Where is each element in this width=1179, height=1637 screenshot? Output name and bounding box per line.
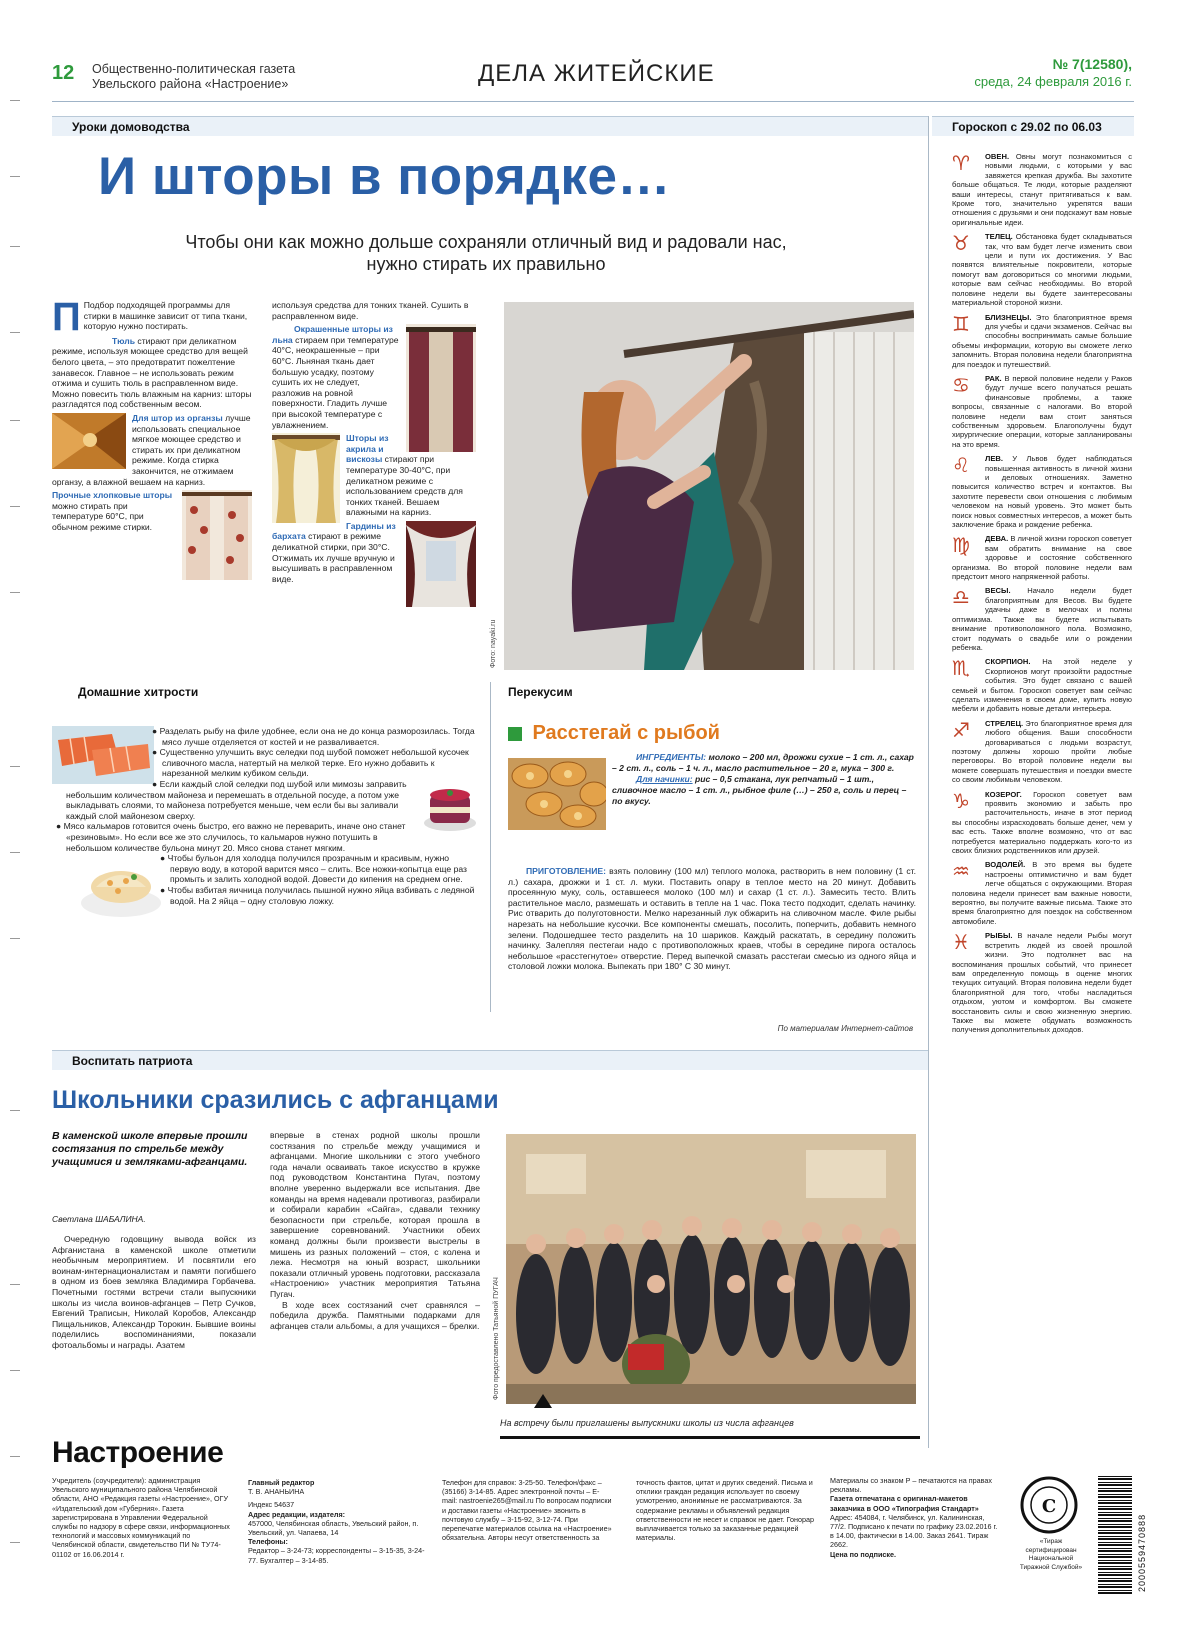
horoscope-entry: [952, 454, 1132, 529]
rubric-snack: Перекусим: [496, 682, 916, 702]
photo-group-afghan-veterans: [506, 1134, 916, 1404]
zodiac-name: РАК.: [985, 373, 1002, 383]
column-divider: [928, 116, 929, 1448]
curtains-subtitle-2: нужно стирать их правильно: [366, 254, 606, 274]
curtains-title: И шторы в порядке…: [98, 147, 671, 206]
zodiac-text: В личной жизни гороскоп советует вам обратить внимание на свое здоровье и состояние собственного организма. Во второй половине недели вам предстоит много напряженной работы.: [952, 534, 1132, 582]
horoscope-entry: [952, 860, 1132, 926]
photo-cotton-curtains: [182, 490, 252, 580]
tips-divider: [490, 682, 491, 1012]
svg-text:С: С: [1041, 1496, 1057, 1517]
horoscope-entry: [952, 534, 1132, 581]
tip-item: ● Если каждый слой селедки под шубой или мимозы заправить небольшим количеством майонеза и перемешать в отдельной посуде, а потом уже выкладывать слоями, то майонеза потребуется меньше, чем если бы вы заливали каждый слой майонезом сверху.: [66, 778, 407, 821]
capricorn-icon: ♑: [952, 788, 970, 813]
zodiac-name: КОЗЕРОГ.: [985, 789, 1022, 799]
patriot-column-1: Очередную годовщину вывода войск из Афганистана в каменской школе отметили необычным мероприятием. И посвятили его воинам-интернационалистам и памяти погибшего в одном из боев земляка Владимира Горбачева. Почетными гостями встречи стали выпускники школы из числа воинов-афганцев – Петр Сучков, Евгений Траписын, Николай Коробов, Александр Пищальников, Александр Торокин. Бывшие воины поделились воспоминаниями, показали фотоальбомы и награды. Азатем: [52, 1234, 256, 1350]
zodiac-name: СТРЕЛЕЦ.: [985, 718, 1024, 728]
paper-name-line1: Общественно-политическая газета: [92, 62, 296, 76]
keyword-acrylic: Шторы из акрила и вискозы: [346, 433, 389, 465]
zodiac-name: ТЕЛЕЦ.: [985, 232, 1013, 242]
aries-icon: ♈: [952, 151, 970, 175]
horoscope-entry: [952, 374, 1132, 449]
patriot-column-2: впервые в стенах родной школы прошли состязания по стрельбе между учащимися и афганцами. Многие школьники с этого учебного года начали осваивать такое искусство в кружке под руководством Константина Пугач, поэтому вполне уверенно выдержали все испытания. Две команды на время надевали противогаз, разбирали и собирали карабин «Сайга», сдавали технику безопасности при стрельбе, которая прошла в завершение соревнований. Участники обеих команд должны были произвести выстрелы в мишень из разных положений – стоя, с колена и лежа. Несмотря на юный возраст, школьники показали отличный уровень подготовки, рассказала «Настроению» участник мероприятия Татьяна Пугач. В ходе всех состязаний счет сравнялся – победила дружба. Памятными подарками для афганцев стали альбомы, а для учащихся – брелки.: [270, 1130, 480, 1331]
tip-item: ● Чтобы взбитая яичница получилась пышной нужно яйца взбивать с ледяной водой. На 2 яйца – одну столовую ложку.: [160, 884, 475, 906]
text-velvet: стирают в режиме деликатной стирки, при 30°С. Отжимать их лучше вручную и высушивать в расправленном виде.: [272, 531, 395, 584]
zodiac-name: БЛИЗНЕЦЫ.: [985, 312, 1032, 322]
footer-logo: Настроение: [52, 1436, 224, 1469]
text-acrylic: стирают при температуре 30-40°С, при деликатном режиме с использованием средств для тонких тканей. Вешаем влажными на карниз.: [346, 454, 463, 518]
text-organza: лучше использовать специальное мягкое моющее средство и стирать их при деликатном режиме. Когда стирка закончится, не отжимаем органзу, а влажной вешаем на карниз.: [52, 412, 251, 487]
gemini-icon: ♊: [952, 311, 970, 336]
text-tulle: стирают при деликатном режиме, используя моющее средство для вещей белого цвета, – это предотвратит пожелтение занавесок. Главное – не использовать режим отжима и сушить тюль в расправленном виде. Можно повесить тюль влажным на карниз: шторы разгладятся под собственным весом.: [52, 335, 252, 410]
tip-item: ● Чтобы бульон для холодца получился прозрачным и красивым, нужно первую воду, в которой варится мясо – слить. Все ножки-копытца еще раз промыть и залить холодной водой. Довести до кипения на среднем огне.: [160, 853, 467, 885]
zodiac-text: На этой неделе у Скорпионов могут произойти радостные события. Это будет связано с вашей семьей и бытом. Гороскоп советует вам сейчас сделать изменения в своем доме, купить новую мебели и добавить новые детали интерьера.: [952, 657, 1132, 714]
patriot-lead: В каменской школе впервые прошли состязания по стрельбе между учащимися и земляками-афганцами.: [52, 1130, 248, 1168]
caption-rule: [500, 1436, 920, 1439]
green-square-icon: [508, 727, 522, 741]
horoscope-entry: [952, 152, 1132, 227]
zodiac-text: Это благоприятное время для любого общения. Ваши способности договариваться с людьми возрастут, поэтому должны хорошо пройти любые переговоры. Во второй половине недели вы можете совершать путешествия и поездки вместе со своим любимым человеком.: [952, 718, 1132, 785]
patriot-author: Светлана ШАБАЛИНА.: [52, 1214, 146, 1224]
patriot-title: Школьники сразились с афганцами: [52, 1086, 499, 1114]
zodiac-text: У Львов будет наблюдаться повышенная активность в личной жизни и деловых отношениях. Заметно повысится количество встреч и контактов. Вы захотите перевести свои отношения с любимым человеком на новый уровень. Это может быть поиск новых совместных интересов, а может быть заключение брака и рождение ребенка.: [952, 454, 1132, 530]
photo-aspic: [80, 853, 162, 921]
leo-icon: ♌: [952, 453, 970, 478]
photo-velvet-curtains: [406, 521, 476, 607]
tip-item: ● Разделать рыбу на филе удобнее, если она не до конца разморозилась. Тогда мясо лучше отделяется от костей и не разваливается.: [152, 726, 475, 747]
barcode: [1098, 1474, 1132, 1594]
horoscope-entry: [952, 931, 1132, 1034]
seal-caption: «Тираж сертифицирован Национальной Тиражной Службой»: [1019, 1538, 1083, 1571]
photo-credit-curtains: Фото: nayaki.ru: [490, 619, 497, 668]
triangle-icon: [534, 1394, 552, 1408]
keyword-tulle: Тюль: [112, 335, 136, 346]
zodiac-name: ЛЕВ.: [985, 454, 1003, 464]
snack-ingredients: [508, 752, 916, 830]
preparation-label: ПРИГОТОВЛЕНИЕ:: [526, 866, 606, 876]
issue-date: среда, 24 февраля 2016 г.: [974, 74, 1132, 89]
curtains-column-2: [272, 300, 476, 609]
snack-title: Расстегай с рыбой: [532, 722, 720, 744]
zodiac-name: ВОДОЛЕЙ.: [985, 860, 1026, 870]
curtains-column-1: [52, 295, 252, 582]
horoscope-entry: [952, 313, 1132, 369]
tip-item: ● Мясо кальмаров готовится очень быстро, его важно не переварить, иначе оно станет «резиновым». Но если все же это случилось, то кальмаров нужно потушить в небольшом количестве бульона минут 20. Мясо снова станет мягким.: [56, 821, 406, 853]
photo-credit-patriot: Фото предоставлено Татьяной ПУГАЧ: [493, 1277, 500, 1400]
tips-body: [52, 726, 478, 923]
circulation-seal-icon: [1020, 1476, 1078, 1534]
tip-item: ● Существенно улучшить вкус селедки под шубой поможет небольшой кусочек сливочного масла, натертый на мелкой терке. Его нужно добавить к нарезанной мелким кубиком сельди.: [152, 747, 469, 779]
margin-marks: [0, 0, 20, 1637]
filling-text: рис – 0,5 стакана, лук репчатый – 1 шт., сливочное масло – 1 ст. л., рыбное филе (…) – 250 г, соль и перец – по вкусу.: [612, 774, 907, 806]
text-delicate-cont: используя средства для тонких тканей. Сушить в расправленном виде.: [272, 300, 469, 321]
text-cotton: можно стирать при температуре 60°С, при обычном режиме стирки.: [52, 500, 153, 532]
photo-herring-salad: [422, 779, 478, 835]
taurus-icon: ♉: [952, 231, 970, 256]
photo-linen-curtains: [406, 324, 476, 452]
rubric-horoscope: Гороскоп с 29.02 по 06.03: [932, 116, 1134, 136]
photo-acrylic-curtains: [272, 433, 340, 523]
zodiac-text: Обстановка будет складываться так, что вам будет легче изменить свои цели и пути их достижения. У Вас появятся влиятельные покровители, которые помогут вам договориться со многими людьми, которые вам сейчас необходимы. Во второй половине недели вы будете заинтересованы материальной стороной жизни.: [952, 232, 1132, 308]
virgo-icon: ♍: [952, 533, 970, 558]
photo-woman-hanging-curtain: [504, 302, 914, 670]
text-linen: стираем при температуре 40°С, неокрашенные – при 60°С. Льняная ткань дает большую усадку, поэтому сушить их не следует, разложив на ровной поверхности. Гладить лучше при высокой температуре с увлажнением.: [272, 334, 399, 430]
curtains-subtitle-1: Чтобы они как можно дольше сохраняли отличный вид и радовали нас,: [185, 232, 787, 252]
keyword-velvet: Гардины из бархата: [272, 520, 396, 542]
horoscope-entry: [952, 586, 1132, 652]
zodiac-text: Овны могут познакомиться с новыми людьми, с которыми у вас завяжется крепкая дружба. Вы захотите больше общаться. Те люди, которые разделяют ваши интересы, станут притягиваться к вам. Кроме того, значительно укрепятся ваши отношения с друзьями и они подскажут вам новые оригинальные идеи.: [952, 152, 1132, 227]
zodiac-name: СКОРПИОН.: [985, 657, 1031, 667]
horoscope-entry: [952, 232, 1132, 307]
zodiac-text: Начало недели будет благоприятным для Весов. Вы будете удачны даже в мелочах и полны оптимизма. Также вы будете испытывать внимание противоположного пола. Возможно, стоит подумать о свадьбе или о рождении ребенка.: [952, 586, 1132, 652]
footer-founders: Учредитель (соучредители): администрация Увельского муниципального района Челябинской области, АНО «Редакция газеты «Настроение», ОГУ «Издательский дом «Губерния». Газета зарегистрирована в Управлении Федеральной службы по надзору в сфере связи, информационных технологий и массовых коммуникаций по Челябинской области, свидетельство ПИ № ТУ74-01102 от 16.06.2014 г.: [52, 1476, 230, 1559]
snack-preparation: [508, 866, 916, 972]
ingredients-label: ИНГРЕДИЕНТЫ:: [636, 752, 707, 762]
footer-contacts: Телефон для справок: 3-25-50. Телефон/факс – (35166) 3-14-85. Адрес электронной почты – E-mail: nastroenie265@mail.ru По вопросам подписки и доставки газеты «Настроение» звонить в почтовую службу – 3-15-92, 3-12-74. При перепечатке материалов ссылка на «Настроение» обязательна. Авторы несут ответственность за: [442, 1478, 612, 1543]
zodiac-text: В первой половине недели у Раков будут лучше всего получаться решать финансовые проблемы, а также вопросы, связанные с налогами. Во второй половине недели вам стоит заняться собственным здоровьем. Благополучны будут хирургические операции, которые запланированы на это время.: [952, 373, 1132, 449]
zodiac-name: ВЕСЫ.: [985, 586, 1011, 596]
rubric-tips: Домашние хитрости: [52, 682, 488, 702]
keyword-linen: Окрашенные шторы из льна: [272, 324, 393, 345]
horoscope-entry: [952, 790, 1132, 856]
photo-salmon: [52, 726, 154, 784]
snack-title-block: [508, 722, 908, 748]
zodiac-text: В это время вы будете настроены оптимистично и вам будет легче общаться с окружающими. Вторая половина недели принесет вам важные новости, вероятно, вы получите важные письма. Также это время благоприятно для поездок на собственном автомобиле.: [952, 860, 1132, 926]
drop-cap: П: [52, 295, 81, 339]
aquarius-icon: ♒: [952, 859, 970, 884]
footer-printing: Материалы со знаком Р – печатаются на правах рекламы. Газета отпечатана с оригинал-макетов заказчика в ООО «Типография Стандарт» Адрес: 454084, г. Челябинск, ул. Калининская, 77/2. Подписано к печати по графику 23.02.2016 г. в 14.00, фактически в 14.00. Заказ 2641. Тираж 2662. Цена по подписке.: [830, 1476, 998, 1559]
photo-organza: [52, 413, 126, 469]
rubric-curtains: Уроки домоводства: [52, 116, 928, 136]
filling-label: Для начинки:: [636, 774, 693, 784]
scorpio-icon: ♏: [952, 656, 970, 681]
sagittarius-icon: ♐: [952, 717, 970, 742]
paper-name-line2: Увельского района «Настроение»: [92, 77, 289, 91]
barcode-number: 2000559470888: [1137, 1513, 1147, 1592]
keyword-cotton: Прочные хлопковые шторы: [52, 490, 173, 501]
horoscope-entry: [952, 657, 1132, 713]
horoscope-entry: [952, 719, 1132, 785]
zodiac-text: Это благоприятное время для учебы и сдачи экзаменов. Сейчас вы способны воспринимать самые большие объемы информации, которую вы сможете легко запомнить. Вторая половина недели благоприятна для поездок и путешествий.: [952, 312, 1132, 369]
patriot-caption: На встречу были приглашены выпускники школы из числа афганцев: [500, 1418, 794, 1428]
horoscope-list: [952, 152, 1132, 1040]
keyword-organza: Для штор из органзы: [132, 412, 223, 423]
page-number: 12: [52, 62, 75, 84]
snack-source: По материалам Интернет-сайтов: [777, 1024, 913, 1033]
issue-number: № 7(12580),: [1052, 56, 1132, 72]
header-rule: [52, 101, 1134, 102]
cancer-icon: ♋: [952, 372, 970, 397]
ingredients-text: молоко – 200 мл, дрожжи сухие – 1 ст. л., сахар – 2 ст. л., соль – 1 ч. л., масло растительное – 20 г, мука – 300 г.: [612, 752, 914, 773]
rubric-patriot: Воспитать патриота: [52, 1050, 928, 1070]
footer-editor: Главный редактор Т. В. АНАНЬИНА Индекс 54637 Адрес редакции, издателя: 457000, Челябинская область, Увельский район, п. Увельский, ул. Чапаева, 14 Телефоны: Редактор – 3-24-73; корреспонденты – 3-15-35, 3-24-77. Бухгалтер – 3-14-85.: [248, 1478, 425, 1565]
pisces-icon: ♓: [952, 930, 970, 955]
zodiac-name: ДЕВА.: [985, 534, 1009, 544]
zodiac-text: В начале недели Рыбы могут встретить людей из своей прошлой жизни. Это подтолкнет вас на воспоминания прошлых событий, что принесет вам определенную помощь в оценке многих текущих ситуаций. Вторая половина недели будет благоприятной для того, чтобы насладиться отдыхом, уютом и комфортом. Вы сможете восстановить силы и свою жизненную энергию. Также вы можете обдумать возможность получения дополнительных доходов.: [952, 931, 1132, 1035]
libra-icon: ♎: [952, 585, 970, 610]
section-title: ДЕЛА ЖИТЕЙСКИЕ: [478, 60, 715, 87]
footer-disclaimer: точность фактов, цитат и других сведений. Письма и отклики граждан редакция использует по своему усмотрению, анонимные не рассматриваются. За содержание рекламы и объявлений редакция ответственности не несет и справок не дает. Гонорар выплачивается только за заказанные редакцией материалы.: [636, 1478, 814, 1543]
zodiac-text: Гороскоп советует вам проявить экономию и забыть про расточительность, иначе в этот период вы способны израсходовать больше денег, чем у вас есть. Также вполне возможно, что от вас потребуется материально поддержать кого-то из своих близких родственников или друзей.: [952, 789, 1132, 856]
curtains-intro: Подбор подходящей программы для стирки в машинке зависит от типа ткани, которую нужно постирать.: [83, 300, 248, 332]
preparation-text: взять половину (100 мл) теплого молока, растворить в нем половину (1 ст. л.) сахара, дрожжи и 1 ст. л. муки. Поставить опару в теплое место на 20 минут. Добавить просеянную муку, соль, оставшееся молоко (100 мл) и сахар (1 ст. л.). Замесить тесто. Влить растительное масло, размешать и оставить в тепле на 1 час. Пока тесто подходит, сделать начинку. Рис отварить до полуготовности. Мелко нарезанный лук обжарить на сливочном масле. Филе рыбы нарезать на небольшие кусочки. Все компоненты смешать, посолить, поперчить, добавить немного зелени. Подошедшее тесто разделить на 10 шариков. Каждый раскатать, в середину положить начинку. Залепляя пестегаи надо с противоположных краев, чтобы в середине пирога осталось небольшое «расстегнутое» отверстие. Перед выпечкой смазать расстегаи смесью из одного яйца и столовой ложки молока. Выпекать при 180° С 30 минут.: [508, 866, 916, 972]
zodiac-name: ОВЕН.: [985, 152, 1010, 161]
page-header: [52, 56, 1132, 100]
zodiac-name: РЫБЫ.: [985, 931, 1013, 941]
